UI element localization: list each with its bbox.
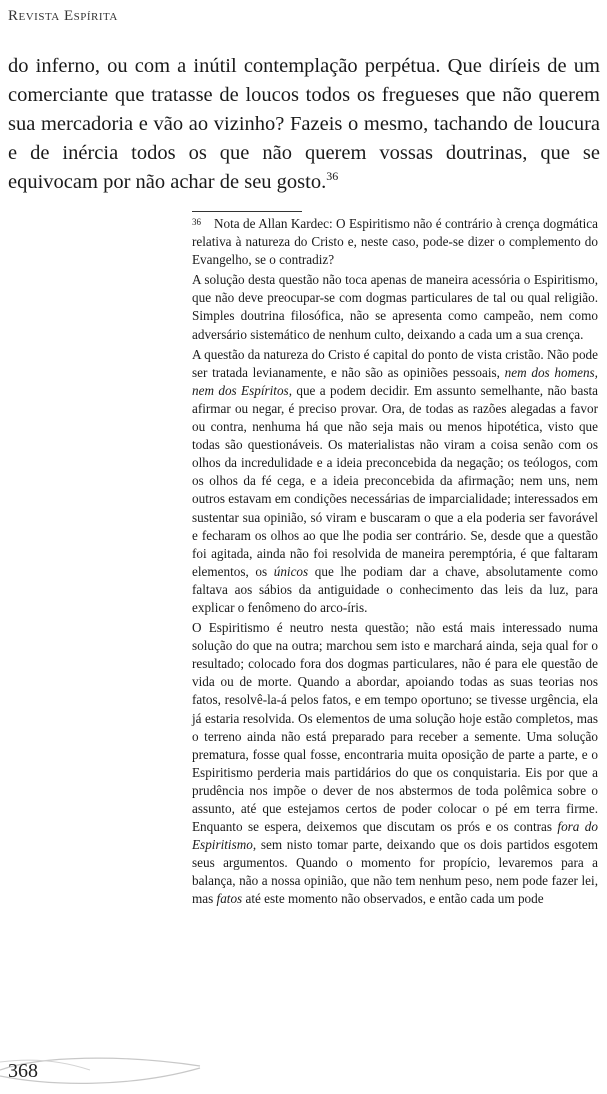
footnote-text-3a: A questão da natureza do Cristo é capital do ponto de vista cristão. Não pode ser tratada levianamente, e não são as opiniões pessoais,	[192, 346, 598, 380]
footnote-emphasis: fatos	[216, 891, 243, 907]
footnote-text-3c: que lhe podiam dar a chave, absolutamente como faltava aos sábios da antiguidade o conhecimento das leis da luz, para explicar o fenômeno do arco-íris.	[192, 563, 598, 615]
footnote-paragraph-2: A solução desta questão não toca apenas de maneira acessória o Espiritismo, que não deve preocupar-se com dogmas particulares de tal ou qual religião. Simples doutrina filosófica, não se apresenta como campeão, nem como adversário sistemático de nenhum culto, deixando a cada um a sua crença.	[192, 272, 598, 342]
main-paragraph-text: do inferno, ou com a inútil contemplação perpétua. Que diríeis de um comerciante que tratasse de loucos todos os fregueses que não querem sua mercadoria e vão ao vizinho? Fazeis o mesmo, tachando de loucura e de inércia todos os que não querem vossas doutrinas, que se equivocam por não achar de seu gosto.	[8, 55, 600, 193]
footnote-number: 36	[192, 217, 201, 227]
footnote-text-4a: O Espiritismo é neutro nesta questão; não está mais interessado numa solução do que na outra; marchou sem isto e marchará ainda, seja qual for o resultado; colocado fora dos dogmas particulares, não é para ele questão de vida ou de morte. Quando a abordar, apoiando todas as suas teorias nos fatos, resolvê-la-á pelos fatos, e em tempo oportuno; se tivesse urgência, ela já estaria resolvida. Os elementos de uma solução hoje estão completos, mas o terreno ainda não está preparado para receber a semente. Uma solução prematura, fosse qual fosse, encontraria muita oposição de parte a parte, e o Espiritismo perderia mais partidários do que os conquistaria. Eis por que a prudência nos impõe o dever de nos abstermos de toda polêmica sobre o assunto, até que estejamos certos de poder colocar o pé em terra firme. Enquanto se espera, deixemos que discutam os prós e os contras	[192, 620, 598, 835]
footnote-paragraph-4	[192, 619, 598, 909]
main-paragraph	[8, 52, 600, 197]
footnote-text-3b: , que a podem decidir. Em assunto semelhante, não basta afirmar ou negar, é preciso provar. Ora, de todas as razões alegadas a favor ou contra, nenhuma há que não seja mais ou menos hipotética, visto que todas são questionáveis. Os materialistas não viram a coisa senão com os olhos da incredulidade e a ideia preconcebida da negação; os teólogos, com os olhos da fé cega, e a ideia preconcebida da afirmação; nem uns, nem outros estavam em condições necessárias de imparcialidade; interessados em sustentar sua opinião, só viram e buscaram o que a ela poderia ser favorável e fecharam os olhos ao que lhe podia ser contrário. Se, desde que a questão foi agitada, ainda não foi resolvida de maneira peremptória, é que faltaram elementos, os	[192, 382, 598, 579]
footnote-36	[192, 215, 598, 909]
footnote-emphasis: nem dos homens, nem dos Espíritos	[192, 364, 598, 398]
footnote-text-4b: , sem nisto tomar parte, deixando que os dois partidos esgotem seus argumentos. Quando o momento for propício, levaremos para a balança, não a nossa opinião, que não tem nenhum peso, nem pode fazer lei, mas	[192, 837, 598, 907]
footnote-paragraph-1	[192, 215, 598, 269]
page-number: 368	[8, 1060, 38, 1082]
footnote-reference[interactable]: 36	[326, 169, 339, 184]
footnote-paragraph-3	[192, 346, 598, 617]
footnote-text-4c: até este momento não observados, e então cada um pode	[242, 891, 544, 907]
footnote-text-1: Nota de Allan Kardec: O Espiritismo não é contrário à crença dogmática relativa à natureza do Cristo e, neste caso, pode-se dizer o complemento do Evangelho, se o contradiz?	[192, 216, 598, 268]
running-header: Revista Espírita	[8, 8, 118, 24]
footnote-divider	[192, 211, 302, 212]
footnote-emphasis: fora do Espiritismo	[192, 819, 598, 853]
footnote-emphasis: únicos	[273, 563, 309, 579]
